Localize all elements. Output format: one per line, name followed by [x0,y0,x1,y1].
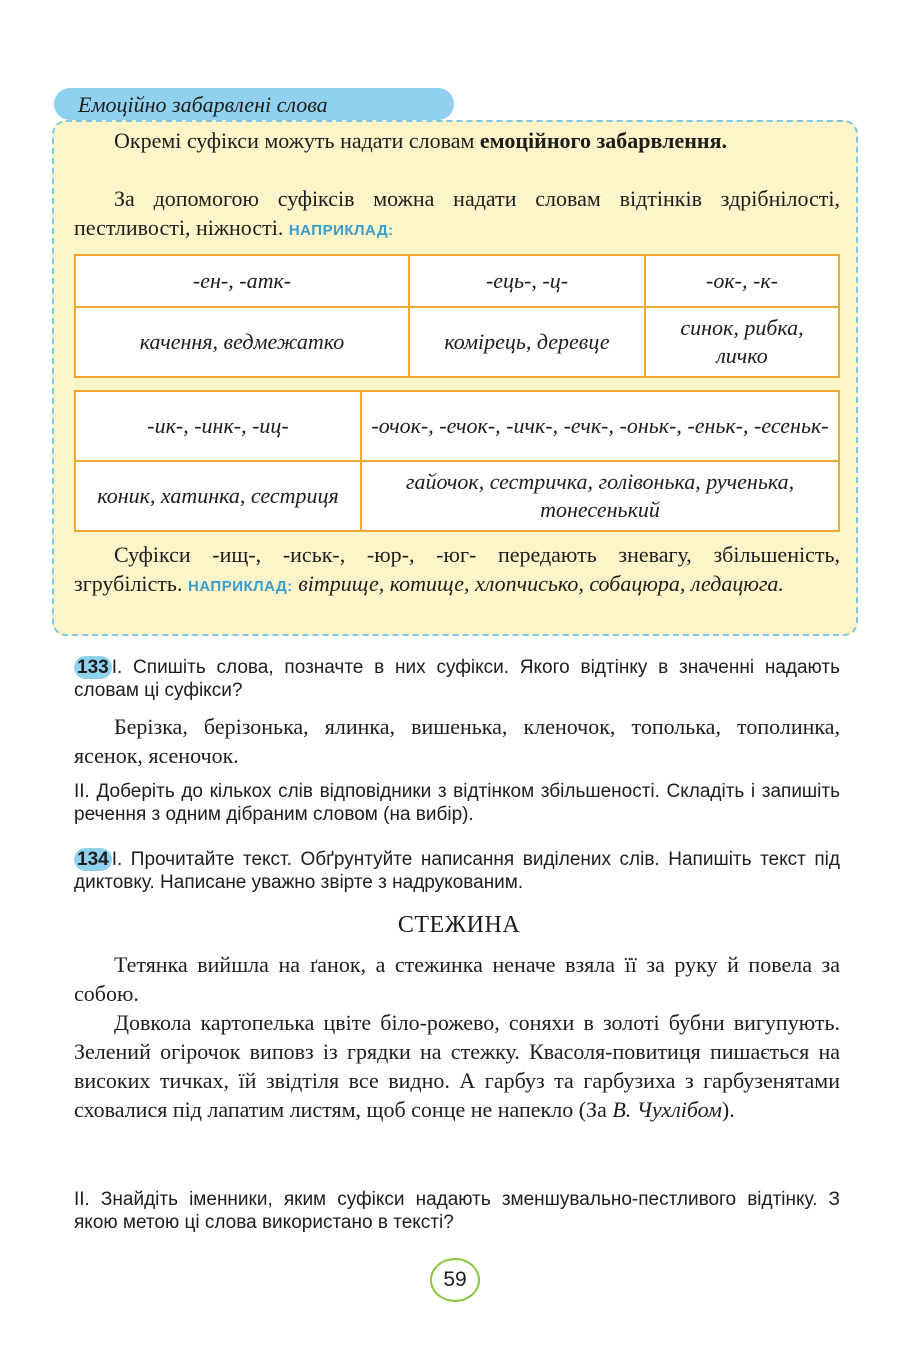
table-cell: синок, рибка, личко [645,307,839,377]
table-header: -ен-, -атк- [75,255,409,307]
table-cell: гайочок, сестричка, голівонька, рученька, тонесенький [361,461,839,531]
table-header: -ок-, -к- [645,255,839,307]
table-header: -ець-, -ц- [409,255,645,307]
table-header: -ик-, -инк-, -иц- [75,391,361,461]
task-134-part-2: ІІ. Знайдіть іменники, яким суфікси надають зменшувально-пестливого відтінку. З якою метою ці слова використано в тексті? [74,1189,840,1233]
rule-paragraph-2: За допомогою суфіксів можна надати словам відтінків здрібнілості, пестливості, ніжності. НАПРИКЛАД: [74,186,840,240]
rule-heading: Емоційно забарвлені слова [78,92,328,117]
task-133-part-1: 133 І. Спишіть слова, позначте в них суфікси. Якого відтінку в значенні надають словам ці суфікси? [74,657,840,701]
suffix-table-2 [74,390,840,532]
task-number: 134 [74,848,112,871]
rule-paragraph-3: Суфікси -ищ-, -иськ-, -юр-, -юг- передають зневагу, збільшеність, згрубілість. НАПРИКЛАД: вітрище, котище, хлопчисько, собацюра, ледацюга. [74,542,840,596]
example-label-2: НАПРИКЛАД: [187,578,293,595]
text-paragraph-1: Тетянка вийшла на ґанок, а стежинка неначе взяла її за руку й повела за собою. [74,952,840,1006]
table-cell: комірець, деревце [409,307,645,377]
source-author: В. Чухлібом [612,1097,722,1122]
example-label: НАПРИКЛАД: [288,222,394,239]
task-133-words: Берізка, берізонька, ялинка, вишенька, кленочок, тополька, тополинка, ясенок, ясеночок. [74,714,840,768]
table-cell: коник, хатинка, сестриця [75,461,361,531]
task-133-part-2: ІІ. Доберіть до кількох слів відповідники з відтінком збільшеності. Складіть і запишіть речення з одним дібраним словом (на вибір). [74,781,840,825]
examples-augmentative: вітрище, котище, хлопчисько, собацюра, ледацюга. [298,571,784,596]
suffix-table-1 [74,254,840,378]
rule-paragraph-1: Окремі суфікси можуть надати словам емоційного забарвлення. [114,128,727,153]
task-number: 133 [74,656,112,679]
text-title: СТЕЖИНА [397,912,521,938]
rule-heading-tab [54,88,454,120]
text-paragraph-2: Довкола картопелька цвіте біло-рожево, соняхи в золоті бубни вигупують. Зелений огірочок виповз із грядки на стежку. Квасоля-повитиця пишається на високих тичках, їй звідтіля все видно. А гарбуз та гарбузиха з гарбузенятами сховалися під лапатим листям, щоб сонце не напекло (За В. Чухлібом). [74,1010,840,1122]
table-header: -очок-, -ечок-, -ичк-, -ечк-, -оньк-, -еньк-, -есеньк- [361,391,839,461]
table-cell: качення, ведмежатко [75,307,409,377]
task-134-part-1: 134 І. Прочитайте текст. Обґрунтуйте написання виділених слів. Напишіть текст під диктовку. Написане уважно звірте з надрукованим. [74,849,840,893]
page-number: 59 [430,1258,480,1302]
